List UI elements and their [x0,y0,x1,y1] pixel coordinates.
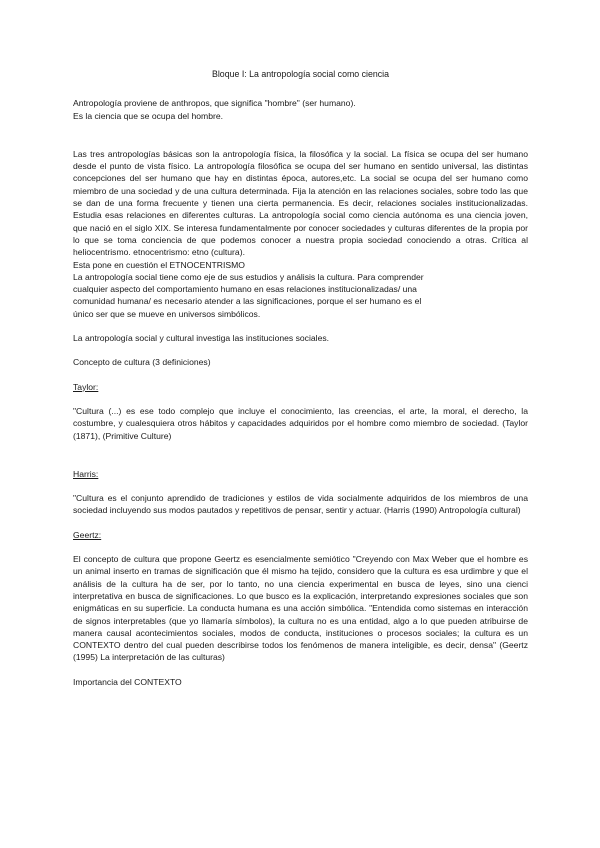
axis-line: comunidad humana/ es necesario atender a las significaciones, porque el ser humano es el [73,296,422,307]
branches-paragraph: Las tres antropologías básicas son la antropología física, la filosófica y la social. La física se ocupa del ser humano desde el punto de vista físico. La antropología filosófica se ocupa del ser humano en sentido universal, las distintas concepciones del ser humano que hay en distintas época, autores,etc. La social se ocupa del ser humano como miembro de una sociedad y de una cultura determinada. Fija la atención en las relaciones sociales, sobre todo las que se dan de una forma frecuente y tienen una cierta permanencia. Es decir, relaciones sociales institucionalizadas. Estudia esas relaciones en diferentes culturas. La antropología social como ciencia autónoma es una ciencia joven, que nació en el siglo XIX. Se interesa fundamentalmente por conocer sociedades y culturas diferentes de la propia por lo que se toma conciencia de que podemos conocer a nuestra propia sociedad conociendo a otras. Crítica al heliocentrismo. etnocentrismo: etno (cultura). [73,148,528,258]
definition-author-harris: Harris: [73,468,99,479]
intro-line: Antropología proviene de anthropos, que significa "hombre" (ser humano). [73,98,356,109]
axis-line: cualquier aspecto del comportamiento humano en esas relaciones institucionalizadas/ una [73,284,417,295]
axis-line: La antropología social tiene como eje de sus estudios y análisis la cultura. Para comprender [73,271,424,282]
ethnocentrism-line: Esta pone en cuestión el ETNOCENTRISMO [73,259,245,270]
concept-heading: Concepto de cultura (3 definiciones) [73,357,211,368]
institutions-line: La antropología social y cultural investiga las instituciones sociales. [73,333,330,344]
document-title: Bloque I: La antropología social como ciencia [211,69,390,79]
definition-text-geertz: El concepto de cultura que propone Geertz es esencialmente semiótico "Creyendo con Max Weber que el hombre es un animal inserto en tramas de significación que él mismo ha tejido, considero que la cultura es esa urdimbre y que el análisis de la cultura ha de ser, por lo tanto, no una ciencia experimental en busca de leyes, sino una cienci interpretativa en busca de significaciones. Lo que busco es la explicación, interpretando expresiones sociales que son enigmáticas en su superficie. La conducta humana es una acción simbólica. "Entendida como sistemas en interacción de signos interpretables (que yo llamaría símbolos), la cultura no es una entidad, algo a lo que pueden atribuirse de manera causal acontecimientos sociales, modos de conducta, instituciones o procesos sociales; la cultura es un CONTEXTO dentro del cual pueden describirse todos los fenómenos de manera inteligible, es decir, densa" (Geertz (1995) La interpretación de las culturas) [73,554,528,663]
definition-author-geertz: Geertz: [73,529,102,540]
definition-text-taylor: "Cultura (...) es ese todo complejo que incluye el conocimiento, las creencias, el arte, la moral, el derecho, la costumbre, y cualesquiera otros hábitos y capacidades adquiridos por el hombre como miembro de sociedad. (Taylor (1871), (Primitive Culture) [73,405,528,441]
definition-author-taylor: Taylor: [73,381,99,392]
definition-text-harris: "Cultura es el conjunto aprendido de tradiciones y estilos de vida socialmente adquiridos de los miembros de una sociedad incluyendo sus modos pautados y repetitivos de pensar, sentir y actuar. (Harris (1990) Antropología cultural) [73,493,528,516]
axis-line: único ser que se mueve en universos simbólicos. [73,308,261,319]
closing-heading: Importancia del CONTEXTO [73,676,182,687]
intro-line: Es la ciencia que se ocupa del hombre. [73,110,224,121]
